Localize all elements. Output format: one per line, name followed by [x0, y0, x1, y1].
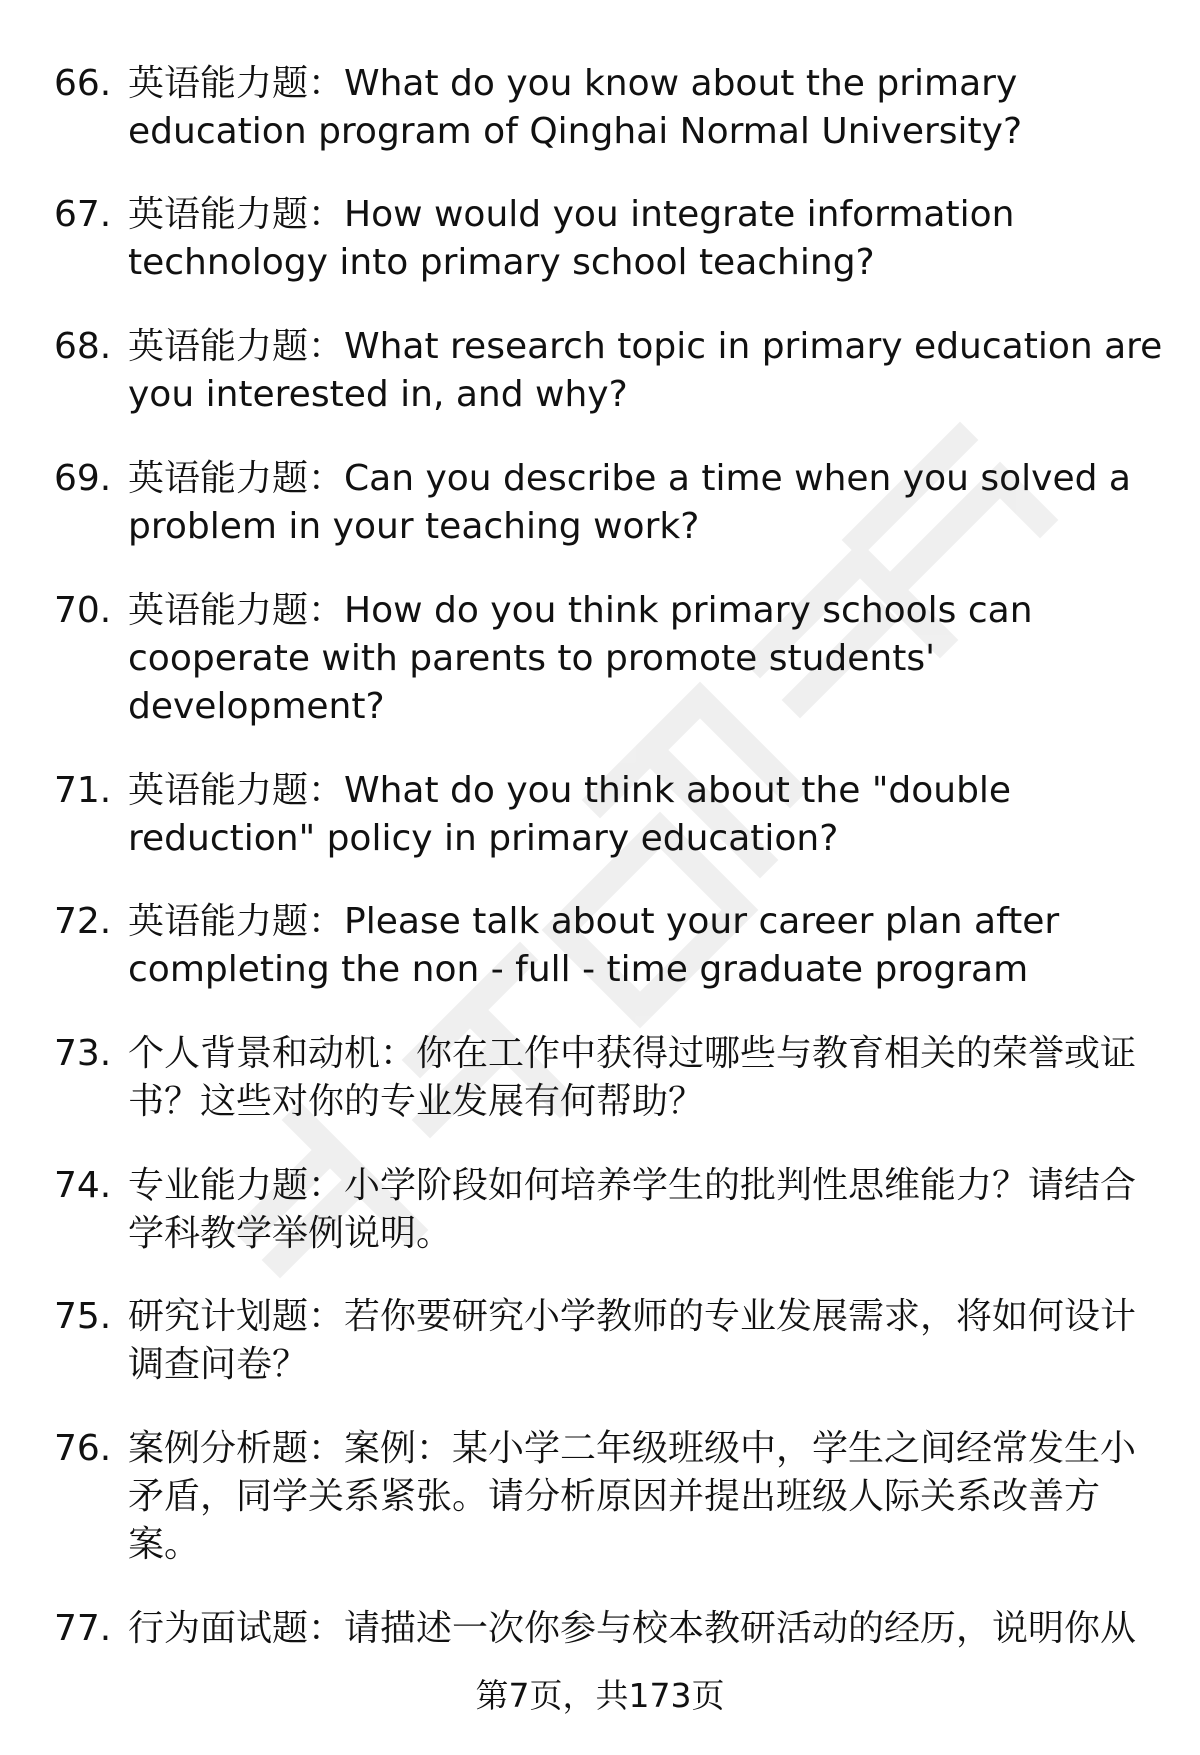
- question-line: completing the non - full - time graduate program: [128, 949, 1029, 990]
- question-line: you interested in, and why?: [128, 374, 628, 415]
- question-line: 英语能力题：What do you know about the primary: [128, 63, 1018, 104]
- question-number: 73.: [54, 1033, 112, 1074]
- question-line: 英语能力题：What do you think about the "double: [128, 770, 1012, 811]
- question-line: 书？这些对你的专业发展有何帮助？: [128, 1081, 705, 1122]
- question-text: [128, 455, 1148, 551]
- question-number: 75.: [54, 1296, 112, 1337]
- question-text: [128, 191, 1148, 287]
- question-line: 个人背景和动机：你在工作中获得过哪些与教育相关的荣誉或证: [128, 1033, 1137, 1074]
- question-text: [128, 1030, 1148, 1126]
- question-text: [128, 1605, 1148, 1653]
- question-number: 74.: [54, 1165, 112, 1206]
- question-line: 英语能力题：What research topic in primary education are: [128, 326, 1163, 367]
- question-text: [128, 323, 1163, 419]
- question-text: [128, 587, 1148, 731]
- question-line: 学科教学举例说明。: [128, 1213, 453, 1254]
- question-text: [128, 60, 1148, 156]
- question-line: cooperate with parents to promote students': [128, 638, 935, 679]
- question-number: 68.: [54, 326, 112, 367]
- question-text: [128, 1293, 1148, 1389]
- question-text: [128, 1162, 1148, 1258]
- question-line: development?: [128, 686, 385, 727]
- question-number: 72.: [54, 901, 112, 942]
- question-line: 英语能力题：Can you describe a time when you solved a: [128, 458, 1131, 499]
- question-line: 英语能力题：How do you think primary schools can: [128, 590, 1033, 631]
- question-line: 调查问卷？: [128, 1344, 309, 1385]
- question-text: [128, 898, 1148, 994]
- question-number: 70.: [54, 590, 112, 631]
- question-line: 案例分析题：案例：某小学二年级班级中，学生之间经常发生小: [128, 1428, 1137, 1469]
- question-number: 67.: [54, 194, 112, 235]
- question-number: 66.: [54, 63, 112, 104]
- question-line: education program of Qinghai Normal University?: [128, 111, 1023, 152]
- page-number-footer: 第7页，共173页: [475, 1676, 725, 1715]
- question-line: 专业能力题：小学阶段如何培养学生的批判性思维能力？请结合: [128, 1165, 1137, 1206]
- question-number: 69.: [54, 458, 112, 499]
- question-line: problem in your teaching work?: [128, 506, 700, 547]
- question-line: technology into primary school teaching?: [128, 242, 875, 283]
- question-line: 英语能力题：How would you integrate information: [128, 194, 1015, 235]
- question-line: 研究计划题：若你要研究小学教师的专业发展需求，将如何设计: [128, 1296, 1137, 1337]
- question-number: 71.: [54, 770, 112, 811]
- question-text: [128, 767, 1148, 863]
- question-number: 76.: [54, 1428, 112, 1469]
- question-text: [128, 1425, 1148, 1569]
- question-line: 英语能力题：Please talk about your career plan after: [128, 901, 1060, 942]
- question-line: reduction" policy in primary education?: [128, 818, 839, 859]
- question-line: 案。: [128, 1524, 201, 1565]
- question-number: 77.: [54, 1608, 112, 1649]
- question-line: 矛盾，同学关系紧张。请分析原因并提出班级人际关系改善方: [128, 1476, 1101, 1517]
- question-line: 行为面试题：请描述一次你参与校本教研活动的经历，说明你从: [128, 1608, 1137, 1649]
